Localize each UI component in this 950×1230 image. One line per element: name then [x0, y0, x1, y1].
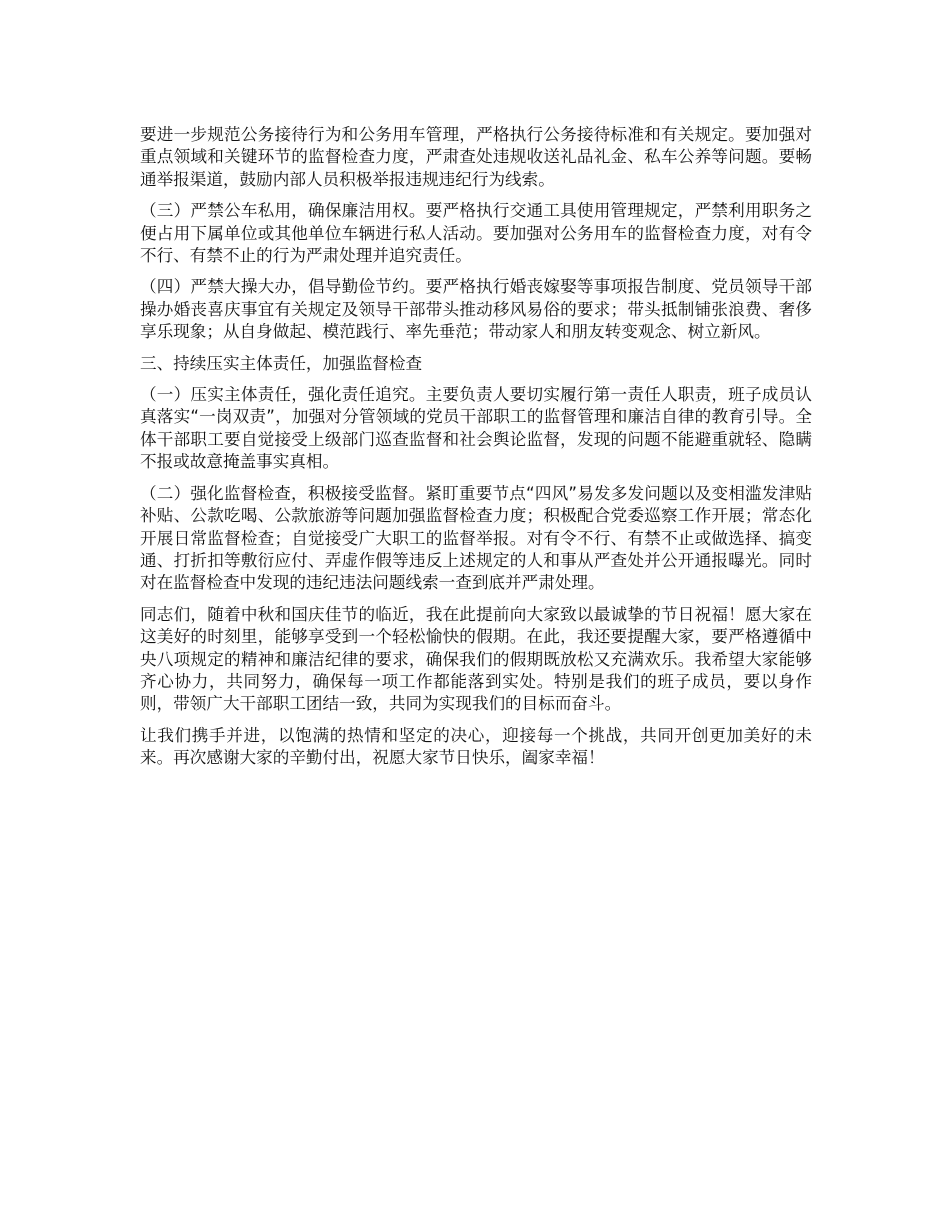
paragraph-section-4: （四）严禁大操大办，倡导勤俭节约。要严格执行婚丧嫁娶等事项报告制度、党员领导干部操办婚丧喜庆事宜有关规定及领导干部带头推动移风易俗的要求；带头抵制铺张浪费、奢侈享乐现象；从自身做起、模范践行、率先垂范；带动家人和朋友转变观念、树立新风。	[140, 277, 812, 342]
paragraph-holiday-greeting: 同志们，随着中秋和国庆佳节的临近，我在此提前向大家致以最诚挚的节日祝福！愿大家在这美好的时刻里，能够享受到一个轻松愉快的假期。在此，我还要提醒大家，要严格遵循中央八项规定的精神和廉洁纪律的要求，确保我们的假期既放松又充满欢乐。我希望大家能够齐心协力，共同努力，确保每一项工作都能落到实处。特别是我们的班子成员，要以身作则，带领广大干部职工团结一致，共同为实现我们的目标而奋斗。	[140, 604, 812, 714]
paragraph-subsection-1: （一）压实主体责任，强化责任追究。主要负责人要切实履行第一责任人职责，班子成员认真落实“一岗双责”，加强对分管领域的党员干部职工的监督管理和廉洁自律的教育引导。全体干部职工要自觉接受上级部门巡查监督和社会舆论监督，发现的问题不能避重就轻、隐瞒不报或故意掩盖事实真相。	[140, 385, 812, 472]
paragraph-reception-regulation: 要进一步规范公务接待行为和公务用车管理，严格执行公务接待标准和有关规定。要加强对重点领域和关键环节的监督检查力度，严肃查处违规收送礼品礼金、私车公养等问题。要畅通举报渠道，鼓励内部人员积极举报违规违纪行为线索。	[140, 125, 812, 189]
paragraph-closing: 让我们携手并进，以饱满的热情和坚定的决心，迎接每一个挑战，共同开创更加美好的未来。再次感谢大家的辛勤付出，祝愿大家节日快乐，阖家幸福！	[140, 725, 812, 768]
document-body	[140, 124, 812, 779]
section-heading-3: 三、持续压实主体责任，加强监督检查	[140, 353, 423, 373]
paragraph-section-3: （三）严禁公车私用，确保廉洁用权。要严格执行交通工具使用管理规定，严禁利用职务之便占用下属单位或其他单位车辆进行私人活动。要加强对公务用车的监督检查力度，对有令不行、有禁不止的行为严肃处理并追究责任。	[140, 201, 812, 266]
paragraph-subsection-2: （二）强化监督检查，积极接受监督。紧盯重要节点“四风”易发多发问题以及变相滥发津贴补贴、公款吃喝、公款旅游等问题加强监督检查力度；积极配合党委巡察工作开展；常态化开展日常监督检查；自觉接受广大职工的监督举报。对有令不行、有禁不止或做选择、搞变通、打折扣等敷衍应付、弄虚作假等违反上述规定的人和事从严查处并公开通报曝光。同时对在监督检查中发现的违纪违法问题线索一查到底并严肃处理。	[140, 483, 812, 593]
